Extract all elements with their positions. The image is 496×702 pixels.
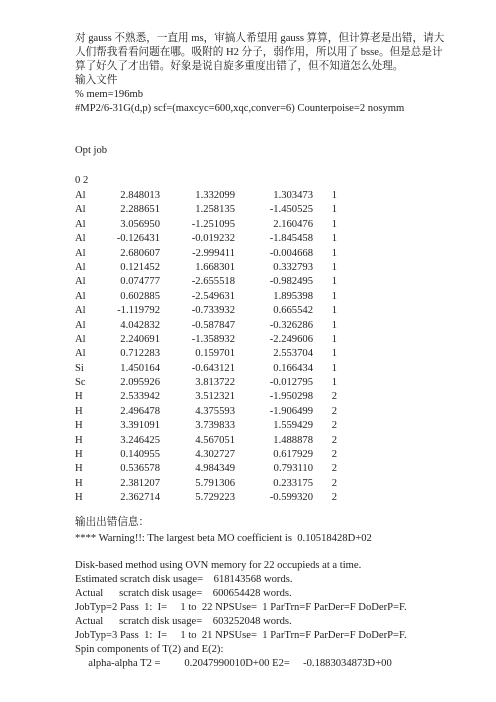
atom-row	[75, 305, 375, 319]
atom-symbol: H	[75, 477, 83, 489]
atom-row	[75, 334, 375, 348]
atom-coordinate: 3.739833	[195, 420, 235, 432]
output-line: JobTyp=3 Pass 1: I= 1 to 21 NPSUse= 1 ParTrn=F ParDer=F DoDerP=F.	[75, 630, 407, 641]
input-heading: 输入文件	[75, 75, 118, 86]
atom-row	[75, 291, 375, 305]
atom-coordinate: 4.302727	[195, 449, 235, 461]
atom-coordinate: -1.845458	[269, 233, 313, 245]
atom-row	[75, 406, 375, 420]
fragment-index: 2	[331, 420, 337, 432]
atom-coordinate: 4.984349	[195, 463, 235, 475]
atom-coordinate: -0.126431	[116, 233, 160, 245]
atom-row	[75, 391, 375, 405]
fragment-index: 2	[331, 434, 337, 446]
atom-coordinate: 1.668301	[195, 261, 235, 273]
atom-coordinate: -0.012795	[269, 377, 313, 389]
atom-coordinate: 2.160476	[273, 218, 313, 230]
atom-symbol: Al	[75, 204, 86, 216]
intro-line-2: 人们帮我看看问题在哪。吸附的 H2 分子，弱作用，所以用了 bsse。但是总是计	[75, 47, 443, 58]
atom-coordinate: -0.599320	[269, 492, 313, 504]
output-line: Spin components of T(2) and E(2):	[75, 644, 224, 655]
fragment-index: 2	[331, 449, 337, 461]
atom-coordinate: 2.680607	[120, 247, 160, 259]
atom-coordinate: 0.602885	[120, 290, 160, 302]
atom-coordinate: -2.999411	[192, 247, 235, 259]
atom-row	[75, 276, 375, 290]
atom-coordinate: 0.166434	[273, 362, 313, 374]
atom-row	[75, 449, 375, 463]
atom-symbol: Al	[75, 348, 86, 360]
atom-coordinate: 1.488878	[273, 434, 313, 446]
atom-coordinate: -0.326286	[269, 319, 313, 331]
output-heading: 输出出错信息：	[75, 517, 150, 528]
atom-symbol: Al	[75, 276, 86, 288]
atom-coordinate: -0.733932	[191, 305, 235, 317]
atom-coordinate: 4.375593	[195, 405, 235, 417]
atom-coordinate: 0.233175	[273, 477, 313, 489]
fragment-index: 1	[331, 218, 337, 230]
atom-coordinate: 1.450164	[120, 362, 160, 374]
atom-coordinate: 4.042832	[120, 319, 160, 331]
atom-coordinate: -1.906499	[269, 405, 313, 417]
output-line: alpha-alpha T2 = 0.2047990010D+00 E2= -0.1883034873D+00	[75, 658, 392, 669]
atom-coordinate: 4.567051	[195, 434, 235, 446]
atom-symbol: Al	[75, 190, 86, 201]
output-line: JobTyp=2 Pass 1: I= 1 to 22 NPSUse= 1 ParTrn=F ParDer=F DoDerP=F.	[75, 602, 407, 613]
atom-symbol: Si	[75, 362, 84, 374]
atom-symbol: Sc	[75, 377, 86, 389]
atom-coordinate: -1.450525	[269, 204, 313, 216]
atom-coordinate: 2.240691	[120, 333, 160, 345]
atom-coordinate: 0.617929	[273, 449, 313, 461]
atom-coordinate: -0.004668	[269, 247, 313, 259]
atom-row	[75, 435, 375, 449]
atom-coordinate: 2.095926	[120, 377, 160, 389]
fragment-index: 1	[331, 247, 337, 259]
atom-row	[75, 320, 375, 334]
atom-coordinate: 0.121452	[120, 261, 160, 273]
atom-coordinate: 2.848013	[120, 190, 160, 201]
fragment-index: 1	[331, 348, 337, 360]
atom-symbol: Al	[75, 247, 86, 259]
atom-coordinate: 2.496478	[120, 405, 160, 417]
atom-coordinate: 0.536578	[120, 463, 160, 475]
atom-coordinate: 3.512321	[195, 391, 235, 403]
atom-coordinate: -2.249606	[269, 333, 313, 345]
intro-line-3: 算了好久了才出错。好象是说自旋多重度出错了，但不知道怎么处理。	[75, 61, 404, 72]
atom-coordinate: -0.019232	[191, 233, 235, 245]
output-line: Actual scratch disk usage= 603252048 words.	[75, 616, 292, 627]
atom-row	[75, 204, 375, 218]
atom-coordinate: 5.729223	[195, 492, 235, 504]
atom-symbol: H	[75, 449, 83, 461]
atom-symbol: H	[75, 391, 83, 403]
atom-symbol: Al	[75, 233, 86, 245]
atom-coordinate: 3.246425	[120, 434, 160, 446]
atom-coordinate: 1.332099	[195, 190, 235, 201]
atom-row	[75, 233, 375, 247]
atom-symbol: Al	[75, 305, 86, 317]
charge-multiplicity: 0 2	[75, 175, 89, 186]
atom-coordinate: -2.655518	[191, 276, 235, 288]
fragment-index: 1	[331, 290, 337, 302]
atom-symbol: Al	[75, 290, 86, 302]
fragment-index: 2	[331, 391, 337, 403]
atom-coordinate: 5.791306	[195, 477, 235, 489]
fragment-index: 1	[331, 233, 337, 245]
atom-coordinate: 3.391091	[120, 420, 160, 432]
fragment-index: 1	[331, 333, 337, 345]
atom-coordinate: -0.587847	[191, 319, 235, 331]
title-line: Opt job	[75, 145, 108, 156]
fragment-index: 1	[331, 377, 337, 389]
fragment-index: 1	[331, 362, 337, 374]
atom-row	[75, 377, 375, 391]
fragment-index: 2	[331, 477, 337, 489]
atom-coordinate: 0.140955	[120, 449, 160, 461]
atom-row	[75, 363, 375, 377]
mem-line: % mem=196mb	[75, 89, 144, 100]
atom-coordinate: -0.982495	[269, 276, 313, 288]
intro-line-1: 对 gauss 不熟悉，一直用 ms，审搞人希望用 gauss 算算，但计算老是出错，请大	[75, 33, 445, 44]
atom-symbol: H	[75, 420, 83, 432]
atom-coordinate: 2.553704	[273, 348, 313, 360]
atom-coordinate: -0.643121	[191, 362, 235, 374]
fragment-index: 1	[331, 204, 337, 216]
atom-row	[75, 348, 375, 362]
atom-coordinate: 2.362714	[120, 492, 160, 504]
atom-symbol: Al	[75, 218, 86, 230]
atom-row	[75, 248, 375, 262]
atom-symbol: H	[75, 434, 83, 446]
atom-row	[75, 262, 375, 276]
output-line: Disk-based method using OVN memory for 22 occupieds at a time.	[75, 560, 362, 571]
fragment-index: 2	[331, 492, 337, 504]
fragment-index: 1	[331, 261, 337, 273]
output-line: Actual scratch disk usage= 600654428 words.	[75, 588, 292, 599]
atom-coordinate: -1.119792	[117, 305, 160, 317]
fragment-index: 1	[331, 276, 337, 288]
atom-symbol: H	[75, 492, 83, 504]
atom-coordinate: 0.159701	[195, 348, 235, 360]
route-line: #MP2/6-31G(d,p) scf=(maxcyc=600,xqc,conver=6) Counterpoise=2 nosymm	[75, 103, 405, 114]
atom-coordinate: 3.813722	[195, 377, 235, 389]
atom-coordinate: -2.549631	[191, 290, 235, 302]
fragment-index: 1	[331, 190, 337, 201]
atom-symbol: H	[75, 463, 83, 475]
atom-coordinate: -1.950298	[269, 391, 313, 403]
atom-coordinate: 0.665542	[273, 305, 313, 317]
atom-coordinate: 1.895398	[273, 290, 313, 302]
fragment-index: 1	[331, 305, 337, 317]
atom-row	[75, 420, 375, 434]
atom-row	[75, 190, 375, 204]
atom-table	[75, 190, 375, 507]
atom-coordinate: 2.533942	[120, 391, 160, 403]
atom-symbol: Al	[75, 319, 86, 331]
output-line: Estimated scratch disk usage= 618143568 words.	[75, 574, 293, 585]
fragment-index: 2	[331, 463, 337, 475]
atom-symbol: Al	[75, 333, 86, 345]
atom-row	[75, 463, 375, 477]
atom-coordinate: 2.381207	[120, 477, 160, 489]
atom-coordinate: 1.258135	[195, 204, 235, 216]
atom-coordinate: 1.303473	[273, 190, 313, 201]
atom-symbol: H	[75, 405, 83, 417]
atom-row	[75, 219, 375, 233]
atom-coordinate: 0.074777	[120, 276, 160, 288]
fragment-index: 1	[331, 319, 337, 331]
atom-symbol: Al	[75, 261, 86, 273]
fragment-index: 2	[331, 405, 337, 417]
atom-row	[75, 492, 375, 506]
atom-coordinate: -1.251095	[191, 218, 235, 230]
atom-coordinate: 3.056950	[120, 218, 160, 230]
atom-coordinate: 0.712283	[120, 348, 160, 360]
atom-coordinate: -1.358932	[191, 333, 235, 345]
warning-line: **** Warning!!: The largest beta MO coefficient is 0.10518428D+02	[75, 533, 372, 544]
atom-coordinate: 1.559429	[273, 420, 313, 432]
atom-row	[75, 478, 375, 492]
atom-coordinate: 0.332793	[273, 261, 313, 273]
atom-coordinate: 0.793110	[273, 463, 313, 475]
atom-coordinate: 2.288651	[120, 204, 160, 216]
